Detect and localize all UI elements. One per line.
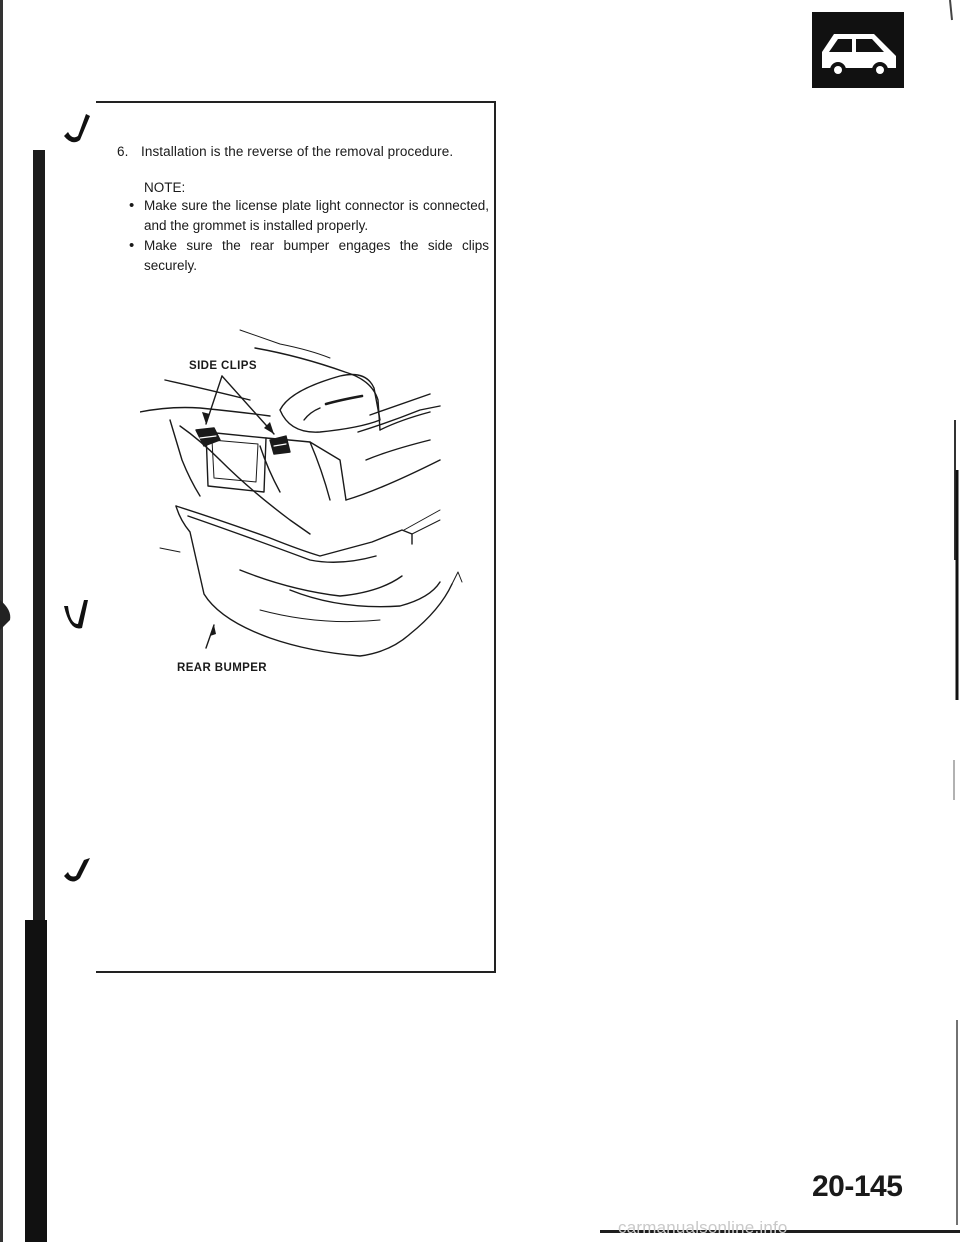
bullet-dot: • <box>129 197 135 214</box>
scan-binding-edge <box>0 0 50 1242</box>
margin-check-mark <box>62 596 92 632</box>
section-car-badge <box>812 12 904 88</box>
frame-right-rule <box>494 101 496 973</box>
frame-top-rule <box>96 101 496 103</box>
callout-side-clips: SIDE CLIPS <box>189 360 257 372</box>
callout-rear-bumper: REAR BUMPER <box>177 662 268 674</box>
watermark: carmanualsonline.info <box>618 1218 788 1237</box>
step-number: 6. <box>117 144 129 159</box>
page-number: 20-145 <box>812 1170 903 1203</box>
note-bullet-text: Make sure the license plate light connector is connected, and the grommet is installed properly. <box>144 198 489 233</box>
note-bullet-2 <box>129 236 489 276</box>
scan-right-edge <box>930 0 960 1242</box>
step-6 <box>117 144 453 159</box>
rear-bumper-illustration <box>140 320 480 670</box>
frame-bottom-rule <box>96 971 496 973</box>
step-text: Installation is the reverse of the removal procedure. <box>141 144 454 159</box>
margin-check-mark <box>60 112 94 148</box>
note-heading: NOTE: <box>144 180 186 195</box>
note-bullet-text: Make sure the rear bumper engages the side clips securely. <box>144 238 489 273</box>
bullet-dot: • <box>129 237 135 254</box>
note-bullet-1 <box>129 196 489 236</box>
margin-check-mark <box>60 856 94 886</box>
hatchback-car-icon <box>812 12 904 88</box>
